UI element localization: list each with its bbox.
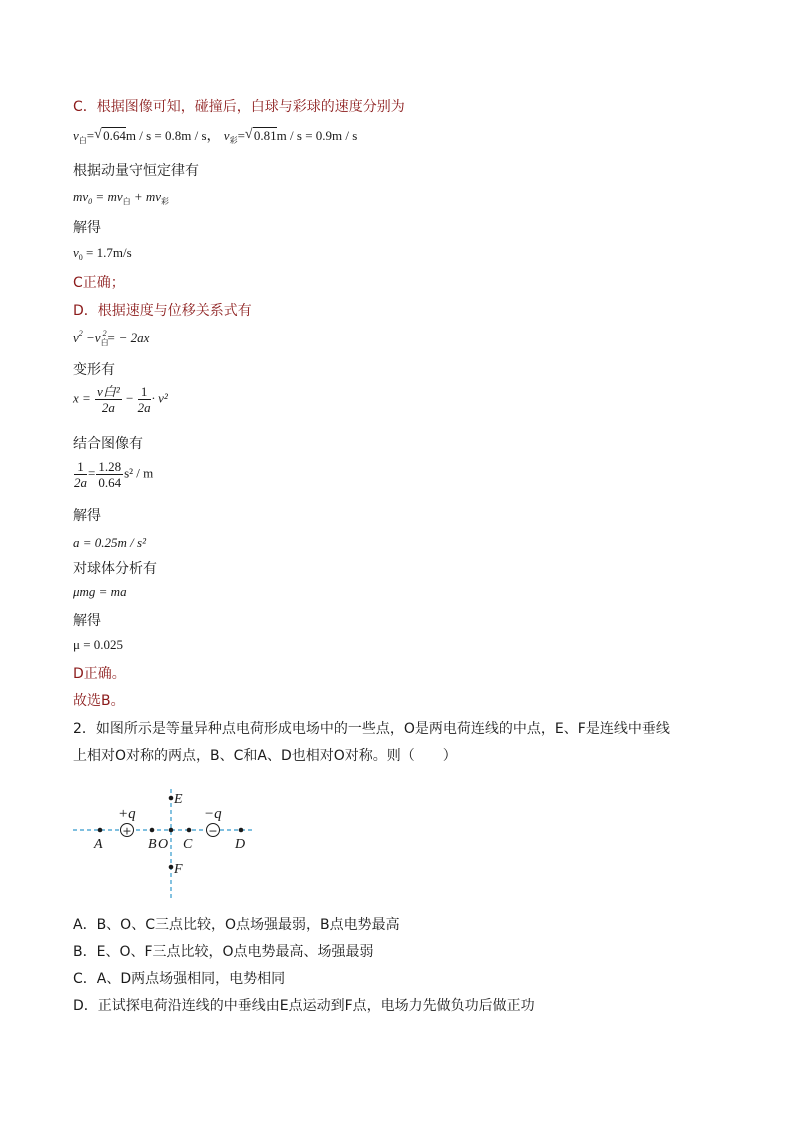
ball-analysis-label: 对球体分析有 [73,561,157,577]
v-color-value: m / s = 0.9m / s [276,128,358,143]
label-d: D [235,837,246,852]
solve-label-2: 解得 [73,508,101,524]
kinematics-equation: $v^2 -v_白^2= - 2ax$ [73,329,150,347]
label-positive-q: +q [118,806,136,822]
answer-line: 故选B。 [73,693,125,709]
velocity-equations: $v_白=√$ 0.64m / s = 0.8m / s， $v_彩=√$ 0.81m / s = 0.9m / s [73,125,357,146]
momentum-label: 根据动量守恒定律有 [73,163,199,179]
v-white-value: m / s = 0.8m / s [125,128,207,143]
friction-equation: μmg = ma [73,584,127,599]
option-d-correct: D正确。 [73,666,126,682]
v-color-subscript: 彩 [229,136,238,145]
label-f: F [174,862,183,877]
graph-combine-label: 结合图像有 [73,436,143,452]
fraction-1-over-2a-slope: $\frac{1}{2a}$ [74,459,87,490]
v-white-subscript: 白 [78,136,87,145]
transform-label: 变形有 [73,362,115,378]
option-a[interactable]: A．B、O、C三点比较，O点场强最弱，B点电势最高 [73,917,400,933]
option-c-correct: C正确； [73,275,125,291]
point-a [98,828,103,833]
question-2-line-2: 上相对O对称的两点，B、C和A、D也相对O对称。则（ ） [73,748,457,764]
option-b[interactable]: B．E、O、F三点比较，O点电势最高、场强最弱 [73,944,374,960]
slope-equation: $\frac{1}{2a}$ = $\frac{1.28}{0.64}$ s² / m [74,459,154,490]
sqrt-white: √ 0.64 [94,128,126,144]
v-color-symbol: v [223,128,230,143]
label-negative-q: −q [204,806,222,822]
option-c[interactable]: C．A、D两点场强相同，电势相同 [73,971,286,987]
question-2-line-1: 2．如图所示是等量异种点电荷形成电场中的一些点，O是两电荷连线的中点，E、F是连线中垂线 [73,721,670,737]
v0-result: $v_0 = 1.7m/s$ [73,245,132,262]
sqrt-color: √ 0.81 [245,128,277,144]
acceleration-result: a = 0.25m / s² [73,535,146,550]
point-e [169,796,174,801]
label-o: O [158,837,169,852]
momentum-equation: $mv_0 = mv_白 + mv_彩$ [73,189,170,206]
point-f [169,865,174,870]
fraction-1-over-2a: $\frac{1}{2a}$ [137,384,151,415]
solve-label-1: 解得 [73,220,101,236]
solve-label-3: 解得 [73,613,101,629]
mu-result: μ = 0.025 [73,637,124,652]
point-c [187,828,192,833]
option-d[interactable]: D．正试探电荷沿连线的中垂线由E点运动到F点，电场力先做负功后做正功 [73,998,535,1014]
label-e: E [174,792,183,807]
point-b [150,828,155,833]
option-c-intro: C．根据图像可知，碰撞后，白球与彩球的速度分别为 [73,99,405,115]
label-b: B [148,837,157,852]
negative-charge-symbol: − [208,824,218,838]
fraction-v-over-2a: $\frac{\text{v白²}}{2a}$ [97,384,120,415]
option-d-intro: D．根据速度与位移关系式有 [73,303,252,319]
label-a: A [94,837,103,852]
point-o [169,828,174,833]
label-c: C [183,837,193,852]
fraction-128-over-064: $\frac{1.28}{0.64}$ [98,459,122,490]
positive-charge-symbol: + [122,824,132,838]
charge-diagram [70,785,270,905]
x-equation: x = $\frac{\text{v白²}}{2a}$ − $\frac{1}{2a}$ · v² [73,384,168,415]
point-d [239,828,244,833]
v-white-symbol: v [73,128,79,143]
